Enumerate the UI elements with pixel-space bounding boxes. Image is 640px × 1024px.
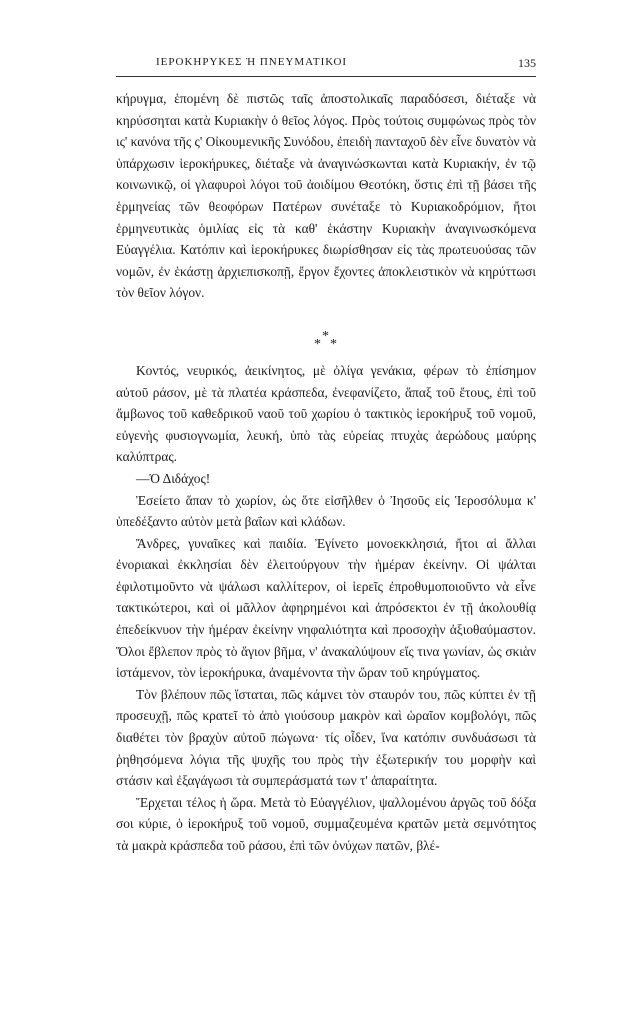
section-separator [116,304,536,360]
separator-star: * [322,328,329,344]
page-number: 135 [518,56,536,70]
paragraph: Κοντός, νευρικός, ἀεικίνητος, μὲ ὀλίγα γενάκια, φέρων τὸ ἐπίσημον αὐτοῦ ράσον, μὲ τὰ πλατέα κράσπεδα, ἐνεφανίζετο, ἅπαξ τοῦ ἔτους, ἐπὶ τοῦ ἄμβωνος τοῦ καθεδρικοῦ ναοῦ τοῦ χωρίου ὁ τακτικὸς ἱεροκήρυξ τοῦ νομοῦ, εὐγενὴς φυσιογνωμία, λευκή, ὑπὸ τὰς εὐρείας πτυχὰς ἀερώδους μαύρης καλύπτρας. [116,362,536,465]
paragraph: Ἐσείετο ἅπαν τὸ χωρίον, ὡς ὅτε εἰσῆλθεν ὁ Ἰησοῦς εἰς Ἱεροσόλυμα κ' ὑπεδέξαντο αὐτὸν μετὰ βαΐων καὶ κλάδων. [116,492,536,530]
header-rule [116,76,536,77]
separator-star: * [330,336,337,352]
paragraph: Τὸν βλέπουν πῶς ἵσταται, πῶς κάμνει τὸν σταυρόν του, πῶς κύπτει ἐν τῇ προσευχῇ, πῶς κρατεῖ τὸ ἀπὸ γιούσουρ μακρὸν καὶ ὡραῖον κομβολόγι, πῶς διαθέτει τὸν βραχὺν αὐτοῦ πώγωνα· τίς οἶδεν, ἵνα κατόπιν συνδυάσωσι τὰ ῥηθησόμενα λόγια τῆς ψυχῆς του πρὸς τὴν ἐξωτερικήν του μορφὴν καὶ στάσιν καὶ ἐξαγάγωσι τὰ συμπεράσματά των τ' ἀπαραίτητα. [116,686,536,789]
page-body [116,88,536,857]
running-head: ΙΕΡΟΚΗΡΥΚΕΣ Ή ΠΝΕΥΜΑΤΙΚΟΙ [156,56,348,68]
paragraph: —Ὁ Διδάχος! [136,470,211,486]
paragraph: Ἔρχεται τέλος ἡ ὥρα. Μετὰ τὸ Εὐαγγέλιον, ψαλλομένου ἀργῶς τοῦ δόξα σοι κύριε, ὁ ἱεροκήρυξ τοῦ νομοῦ, συμμαζευμένα κρατῶν μετὰ σεμνότητος τὰ μακρὰ κράσπεδα τοῦ ράσου, ἐπὶ τῶν ὀνύχων πατῶν, βλέ- [116,794,536,853]
paragraph: Ἄνδρες, γυναῖκες καὶ παιδία. Ἐγίνετο μονοεκκλησιά, ἤτοι αἱ ἄλλαι ἐνοριακαὶ ἐκκλησίαι δὲν ἐλειτούργουν τὴν ἡμέραν ἐκείνην. Οἱ ψάλται ἐφιλοτιμοῦντο νὰ ψάλωσι καλλίτερον, οἱ ἱερεῖς ἐπροθυμοποιοῦντο νὰ εἶνε τακτικώτεροι, καὶ οἱ μᾶλλον ἀφηρημένοι καὶ ἀπρόσεκτοι ἐν τῇ ἀκολουθίᾳ ἐπεδείκνυον τὴν ἡμέραν ἐκείνην νηφαλιότητα καὶ προσοχὴν ἀξιοθαύμαστον. Ὅλοι ἔβλεπον πρὸς τὸ ἅγιον βῆμα, ν' ἀνακαλύψουν εἴς τινα γωνίαν, ὡς σκιὰν ἱστάμενον, τὸν ἱεροκήρυκα, ἀναμένοντα τὴν ὥραν τοῦ κηρύγματος. [116,535,536,681]
separator-star: * [314,336,321,352]
page-header [116,56,536,76]
paragraph: κήρυγμα, ἑπομένη δὲ πιστῶς ταῖς ἀποστολικαῖς παραδόσεσι, διέταξε νὰ κηρύσσηται κατὰ Κυριακὴν ὁ θεῖος λόγος. Πρὸς τούτοις συμφώνως πρὸς τὸν ις' κανόνα τῆς ς' Οἰκουμενικῆς Συνόδου, ἐπειδὴ πανταχοῦ δὲν εἶνε δυνατὸν νὰ ὑπάρχωσιν ἱεροκήρυκες, διέταξε νὰ ἀναγινώσκωνται κατὰ Κυριακήν, ἐν τῷ κοινωνικῷ, οἱ γλαφυροὶ λόγοι τοῦ ἀοιδίμου Θεοτόκη, ὅστις ἐπὶ τῇ βάσει τῆς ἑρμηνείας τῶν θεοφόρων Πατέρων συνέταξε τὸ Κυριακοδρόμιον, ἤτοι ἑρμηνευτικὰς ὁμιλίας εἰς τὰ καθ' ἑκάστην Κυριακὴν ἀναγινωσκόμενα Εὐαγγέλια. Κατόπιν καὶ ἱεροκήρυκες διωρίσθησαν εἰς τὰς πρωτευούσας τῶν νομῶν, ἐν ἑκάστῃ ἀρχιεπισκοπῇ, ἔργον ἔχοντες ἀποκλειστικὸν νὰ κηρύττωσι τὸν θεῖον λόγον. [116,91,536,301]
